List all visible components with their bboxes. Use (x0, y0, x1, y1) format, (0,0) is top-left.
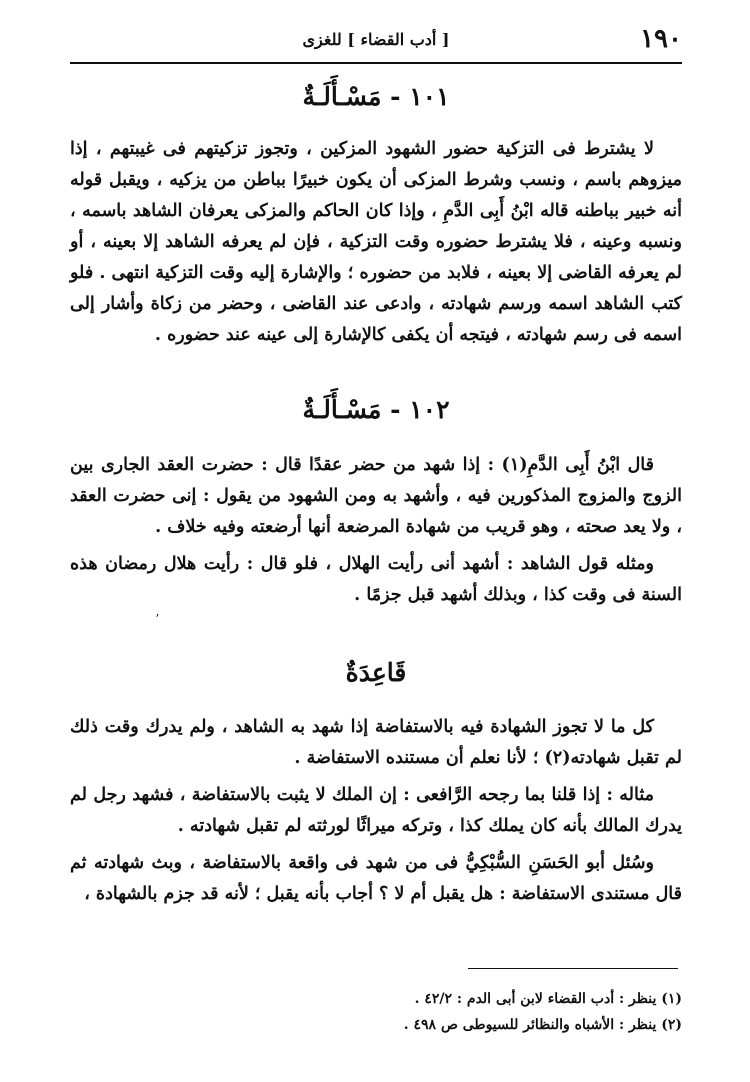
qaida-body (70, 712, 682, 916)
section-101-body (70, 134, 682, 357)
qaida-heading: قَاعِدَةٌ (345, 658, 407, 687)
header-rule (70, 62, 682, 64)
page-number: ١٩٠ (640, 24, 682, 54)
paragraph: لا يشترط فى التزكية حضور الشهود المزكين ، وتجوز تزكيتهم فى غيبتهم ، إذا ميزوهم باسم ، ونسب وشرط المزكى أن يكون خبيرًا بباطن من يزكيه ، ويقبل قوله أنه خبير بباطنه قاله ابْنُ أَبِى الدَّمِ ، وإذا كان الحاكم والمزكى يعرفان الشاهد باسمه ، ونسبه وعينه ، فلا يشترط حضوره وقت التزكية ، فإن لم يعرفه الشاهد إلا بعينه ، أو لم يعرفه القاضى إلا بعينه ، فلابد من حضوره ؛ والإشارة إليه وقت التزكية انتهى . فلو كتب الشاهد اسمه ورسم شهادته ، وادعى عند القاضى ، وحضر من زكاة وأشار إلى اسمه فى رسم شهادته ، فيتجه أن يكفى كالإشارة إلى عينه عند حضوره . (70, 139, 682, 345)
section-heading-102: ١٠٢ - مَسْـأَلَـةٌ (302, 395, 450, 424)
section-102-body (70, 450, 682, 617)
section-heading-101: ١٠١ - مَسْـأَلَـةٌ (302, 82, 450, 111)
paragraph: مثاله : إذا قلنا بما رجحه الرَّافعى : إن الملك لا يثبت بالاستفاضة ، فشهد رجل لم يدرك المالك بأنه كان يملك كذا ، وتركه ميراثًا لورثته لم تقبل شهادته . (70, 785, 682, 836)
running-head: [ أدب القضاء ] للغزى (302, 30, 450, 49)
paragraph: قال ابْنُ أَبِى الدَّمِ(١) : إذا شهد من حضر عقدًا قال : حضرت العقد الجارى بين الزوج والمزوج المذكورين فيه ، وأشهد به ومن الشهود من يقول : إنى حضرت العقد ، ولا يعد صحته ، وهو قريب من شهادة المرضعة أنها أرضعته وفيه خلاف . (70, 455, 682, 537)
footnote-rule (468, 968, 678, 969)
page-header (70, 24, 682, 54)
footnotes (70, 986, 682, 1038)
stray-mark: ʼ (155, 612, 159, 626)
paragraph: ومثله قول الشاهد : أشهد أنى رأيت الهلال ، فلو قال : رأيت هلال رمضان هذه السنة فى وقت كذا ، وبذلك أشهد قبل جزمًا . (70, 554, 682, 605)
footnote-1: (١) ينظر : أدب القضاء لابن أبى الدم : ٤٢/٢ . (414, 991, 682, 1007)
paragraph: وسُئل أبو الحَسَنِ السُّبْكِيُّ فى من شهد فى واقعة بالاستفاضة ، وبث شهادته ثم قال مستندى الاستفاضة : هل يقبل أم لا ؟ أجاب بأنه يقبل ؛ لأنه قد جزم بالشهادة ، (70, 853, 682, 904)
paragraph: كل ما لا تجوز الشهادة فيه بالاستفاضة إذا شهد به الشاهد ، ولم يدرك وقت ذلك لم تقبل شهادته(٢) ؛ لأنا نعلم أن مستنده الاستفاضة . (70, 717, 682, 768)
footnote-2: (٢) ينظر : الأشباه والنظائر للسيوطى ص ٤٩٨ . (403, 1017, 682, 1033)
